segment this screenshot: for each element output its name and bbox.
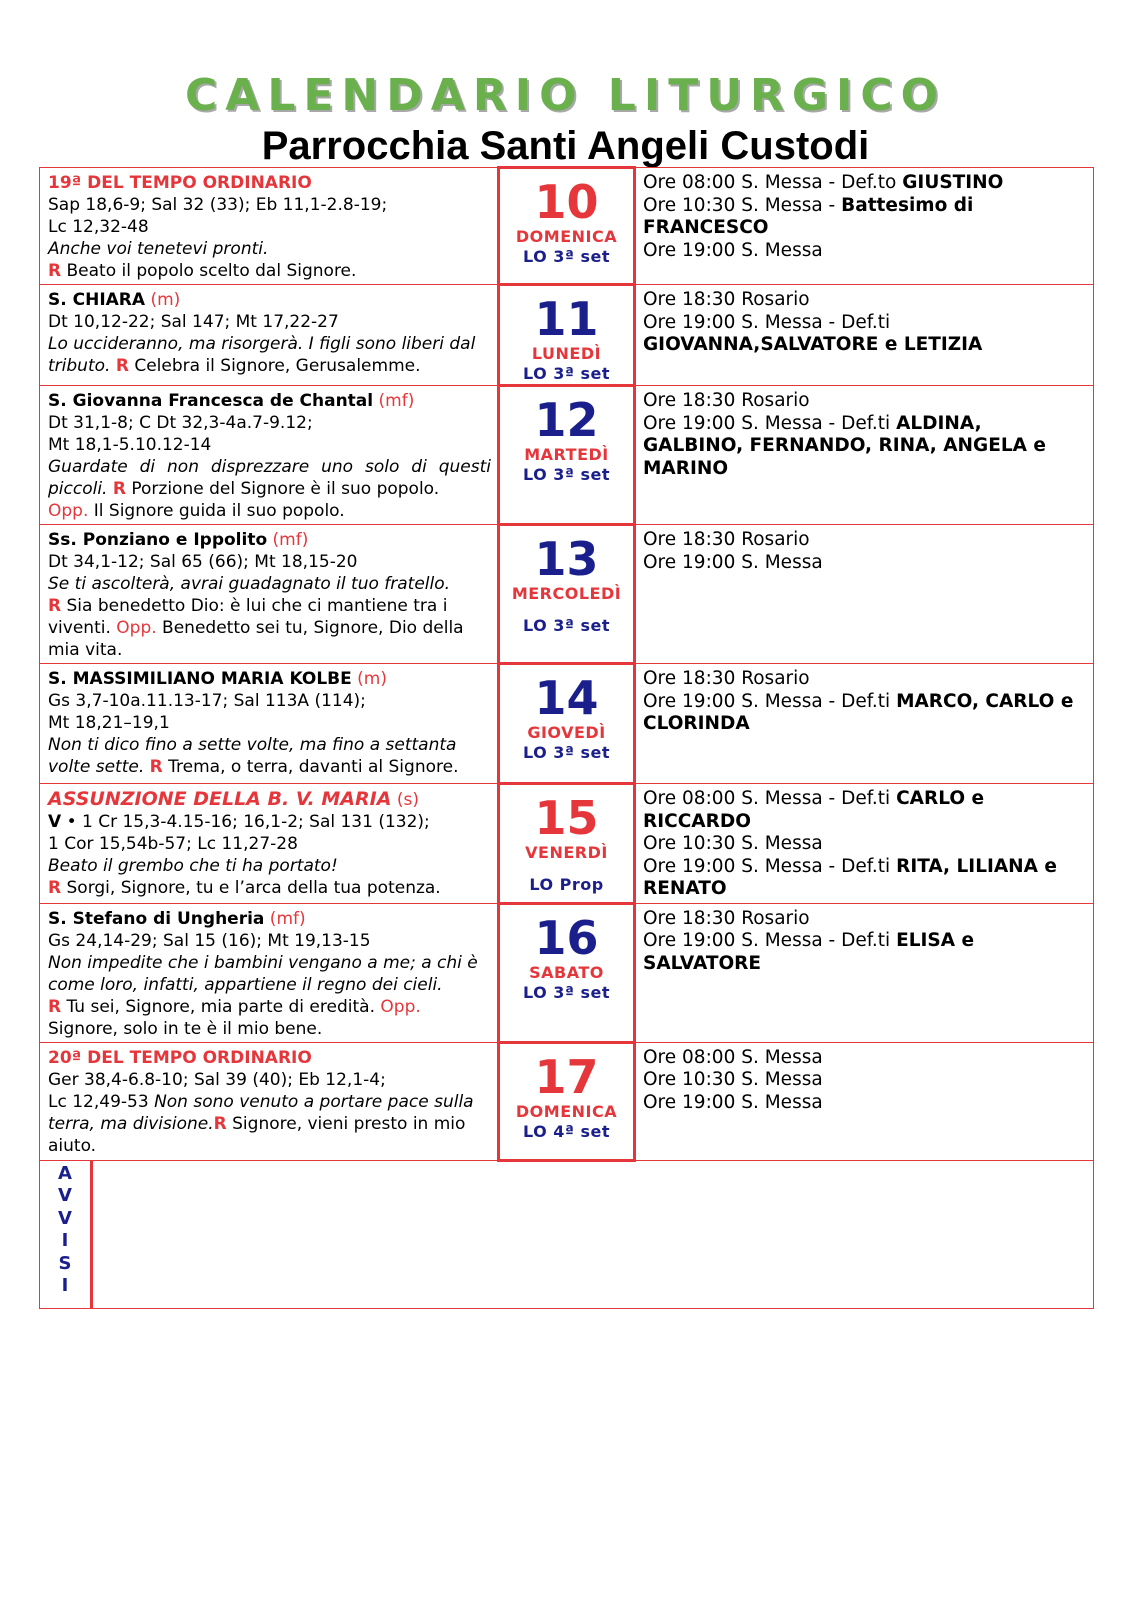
alternative-response: Signore, solo in te è il mio bene. bbox=[48, 1018, 323, 1039]
antiphon: Non impedite che i bambini vengano a me; a chi è come loro, infatti, appartiene il regno dei cieli. bbox=[48, 952, 478, 995]
schedule-line: Ore 10:30 S. Messa - bbox=[643, 194, 842, 216]
celebration-title: S. Stefano di Ungheria bbox=[48, 908, 265, 929]
schedule-line: Ore 08:00 S. Messa - Def.ti bbox=[643, 788, 897, 809]
psalm-response: Signore, vieni presto in mio aiuto. bbox=[48, 1113, 466, 1156]
readings: • 1 Cr 15,3-4.15-16; 16,1-2; Sal 131 (132); bbox=[61, 812, 430, 832]
liturgy-cell bbox=[40, 285, 499, 386]
schedule-line: Ore 19:00 S. Messa - Def.ti bbox=[643, 690, 897, 712]
readings-cont: Mt 18,21–19,1 bbox=[48, 713, 170, 733]
day-row bbox=[40, 1042, 1094, 1160]
intention-name: MARCO, CARLO e CLORINDA bbox=[643, 690, 1074, 734]
psalm-response: Sorgi, Signore, tu e l’arca della tua potenza. bbox=[61, 878, 441, 898]
antiphon: Anche voi tenetevi pronti. bbox=[48, 239, 269, 259]
day-number: 15 bbox=[534, 791, 599, 845]
readings-cont: Lc 12,32-48 bbox=[48, 217, 149, 237]
celebration-title: 19ª DEL TEMPO ORDINARIO bbox=[48, 173, 312, 193]
day-number: 11 bbox=[534, 292, 599, 346]
liturgy-cell bbox=[40, 903, 499, 1042]
day-number: 12 bbox=[534, 393, 599, 447]
psalm-response: Trema, o terra, davanti al Signore. bbox=[162, 757, 459, 777]
day-row bbox=[40, 903, 1094, 1042]
day-row bbox=[40, 285, 1094, 386]
day-number: 17 bbox=[534, 1049, 599, 1104]
avvisi-row bbox=[40, 1160, 1094, 1308]
weekday-name: GIOVEDÌ bbox=[527, 723, 606, 742]
alternative-response: Benedetto sei tu, Signore, Dio della mia vita. bbox=[48, 618, 464, 660]
readings: Dt 31,1-8; C Dt 32,3-4a.7-9.12; bbox=[48, 413, 313, 433]
day-row bbox=[40, 168, 1094, 285]
intention-name: ELISA e SALVATORE bbox=[643, 930, 975, 974]
avvisi-letter: I bbox=[61, 1275, 69, 1297]
celebration-title: 20ª DEL TEMPO ORDINARIO bbox=[48, 1047, 312, 1068]
avvisi-letter: V bbox=[58, 1185, 72, 1207]
intention-name: GIUSTINO bbox=[902, 172, 1004, 193]
readings: Gs 24,14-29; Sal 15 (16); Mt 19,13-15 bbox=[48, 930, 371, 951]
intention-name: CARLO e RICCARDO bbox=[643, 788, 985, 832]
psalm-response: Beato il popolo scelto dal Signore. bbox=[61, 261, 357, 281]
day-number: 14 bbox=[534, 671, 599, 725]
alternative-response: Il Signore guida il suo popolo. bbox=[88, 501, 345, 521]
schedule-line: Ore 10:30 S. Messa bbox=[643, 833, 823, 854]
antiphon: Se ti ascolterà, avrai guadagnato il tuo fratello. bbox=[48, 574, 451, 594]
liturgy-cell bbox=[40, 525, 499, 664]
weekday-name: DOMENICA bbox=[515, 227, 618, 246]
day-row bbox=[40, 784, 1094, 904]
antiphon: Non ti dico fino a sette volte, ma fino a settanta volte sette. bbox=[48, 735, 457, 777]
avvisi-letter: I bbox=[61, 1230, 69, 1252]
schedule-cell bbox=[635, 386, 1094, 525]
antiphon: Lo uccideranno, ma risorgerà. I figli sono liberi dal tributo. bbox=[48, 334, 476, 376]
schedule-line: Ore 19:00 S. Messa - Def.ti bbox=[643, 855, 897, 877]
liturgy-of-hours: LO 3ª set bbox=[522, 465, 611, 484]
readings: Ger 38,4-6.8-10; Sal 39 (40); Eb 12,1-4; bbox=[48, 1069, 386, 1090]
response-marker: R bbox=[112, 479, 126, 499]
celebration-rank: (s) bbox=[391, 790, 419, 810]
liturgy-of-hours: LO 3ª set bbox=[522, 616, 611, 635]
day-box bbox=[499, 784, 635, 904]
vigil-marker: V bbox=[48, 812, 62, 832]
schedule-line: Ore 19:00 S. Messa - Def.ti bbox=[643, 412, 897, 434]
response-marker: R bbox=[48, 996, 62, 1017]
intention-name: ALDINA, GALBINO, FERNANDO, RINA, ANGELA e MARINO bbox=[643, 412, 1046, 479]
psalm-response: Celebra il Signore, Gerusalemme. bbox=[128, 356, 421, 376]
liturgy-cell bbox=[40, 1042, 499, 1160]
antiphon: Non sono venuto a portare pace sulla terra, ma divisione. bbox=[48, 1091, 474, 1134]
day-box bbox=[499, 386, 635, 525]
liturgy-of-hours: LO 3ª set bbox=[522, 743, 611, 762]
readings: Dt 34,1-12; Sal 65 (66); Mt 18,15-20 bbox=[48, 552, 358, 572]
readings-cont: Mt 18,1-5.10.12-14 bbox=[48, 435, 212, 455]
liturgy-cell bbox=[40, 784, 499, 904]
antiphon: Beato il grembo che ti ha portato! bbox=[48, 856, 338, 876]
weekday-name: MERCOLEDÌ bbox=[511, 584, 622, 603]
weekday-name: VENERDÌ bbox=[525, 843, 608, 862]
parish-name: Parrocchia Santi Angeli Custodi bbox=[261, 124, 870, 168]
response-marker: R bbox=[149, 757, 163, 777]
avvisi-letter: V bbox=[58, 1207, 72, 1229]
response-marker: R bbox=[48, 878, 62, 898]
weekday-name: LUNEDÌ bbox=[531, 344, 602, 363]
schedule-cell bbox=[635, 525, 1094, 664]
liturgy-cell bbox=[40, 386, 499, 525]
schedule-line: Ore 18:30 Rosario bbox=[643, 289, 810, 310]
liturgy-of-hours: LO 3ª set bbox=[522, 364, 611, 383]
schedule-line: Ore 10:30 S. Messa bbox=[643, 1069, 823, 1090]
psalm-response: Sia benedetto Dio: è lui che ci mantiene tra i viventi. bbox=[48, 596, 448, 638]
weekday-name: DOMENICA bbox=[515, 1101, 618, 1121]
day-box bbox=[499, 285, 635, 386]
day-box bbox=[499, 903, 635, 1042]
day-box bbox=[499, 168, 635, 285]
schedule-cell bbox=[635, 903, 1094, 1042]
psalm-response: Porzione del Signore è il suo popolo. bbox=[125, 479, 440, 499]
day-box bbox=[499, 1042, 635, 1160]
day-number: 16 bbox=[534, 910, 599, 965]
schedule-line: Ore 18:30 Rosario bbox=[643, 529, 810, 550]
weekday-name: SABATO bbox=[529, 962, 604, 982]
day-number: 10 bbox=[534, 175, 599, 229]
antiphon: Guardate di non disprezzare uno solo di questi piccoli. bbox=[48, 457, 491, 499]
response-marker: R bbox=[213, 1113, 227, 1134]
avvisi-letter: A bbox=[58, 1162, 72, 1184]
day-row bbox=[40, 386, 1094, 525]
liturgy-cell bbox=[40, 664, 499, 784]
page-title: CALENDARIO LITURGICO bbox=[184, 70, 947, 121]
psalm-response: Tu sei, Signore, mia parte di eredità. bbox=[61, 996, 375, 1017]
schedule-cell bbox=[635, 168, 1094, 285]
schedule-cell bbox=[635, 1042, 1094, 1160]
celebration-rank: (m) bbox=[351, 669, 387, 689]
liturgy-of-hours: LO 3ª set bbox=[522, 982, 611, 1002]
day-box bbox=[499, 664, 635, 784]
celebration-rank: (mf) bbox=[264, 908, 306, 929]
alternative-marker: Opp. bbox=[380, 996, 421, 1017]
schedule-line: Ore 19:00 S. Messa - Def.ti bbox=[643, 930, 897, 951]
schedule-line: Ore 08:00 S. Messa - Def.to bbox=[643, 172, 903, 193]
schedule-line: Ore 08:00 S. Messa bbox=[643, 1046, 823, 1068]
celebration-rank: (mf) bbox=[267, 530, 309, 550]
schedule-line: Ore 18:30 Rosario bbox=[643, 907, 810, 929]
avvisi-content bbox=[92, 1160, 1094, 1308]
readings: Gs 3,7-10a.11.13-17; Sal 113A (114); bbox=[48, 691, 366, 711]
alternative-marker: Opp. bbox=[48, 501, 89, 521]
celebration-title: S. CHIARA bbox=[48, 290, 146, 310]
liturgy-of-hours: LO 3ª set bbox=[522, 247, 611, 266]
schedule-line: Ore 19:00 S. Messa bbox=[643, 1091, 823, 1113]
celebration-title: S. Giovanna Francesca de Chantal bbox=[48, 391, 374, 411]
schedule-line: Ore 19:00 S. Messa bbox=[643, 239, 823, 261]
readings: Dt 10,12-22; Sal 147; Mt 17,22-27 bbox=[48, 312, 339, 332]
celebration-rank: (mf) bbox=[373, 391, 415, 411]
schedule-line: Ore 18:30 Rosario bbox=[643, 390, 810, 411]
celebration-title: S. MASSIMILIANO MARIA KOLBE bbox=[48, 669, 352, 689]
celebration-title: ASSUNZIONE DELLA B. V. MARIA bbox=[48, 788, 392, 810]
intention-name: RITA, LILIANA e RENATO bbox=[643, 855, 1057, 899]
alternative-marker: Opp. bbox=[116, 618, 157, 638]
liturgical-calendar-table bbox=[39, 166, 1094, 1309]
liturgy-of-hours: LO 4ª set bbox=[522, 1121, 611, 1141]
schedule-line: Ore 19:00 S. Messa - Def.ti bbox=[643, 311, 891, 333]
liturgy-cell bbox=[40, 168, 499, 285]
readings: Sap 18,6-9; Sal 32 (33); Eb 11,1-2.8-19; bbox=[48, 195, 388, 215]
avvisi-letter: S bbox=[58, 1252, 72, 1274]
readings-cont: 1 Cor 15,54b-57; Lc 11,27-28 bbox=[48, 834, 298, 854]
readings-cont: Lc 12,49-53 bbox=[48, 1091, 155, 1112]
day-number: 13 bbox=[534, 532, 599, 586]
celebration-title: Ss. Ponziano e Ippolito bbox=[48, 530, 268, 550]
schedule-cell bbox=[635, 664, 1094, 784]
intention-name: Battesimo di FRANCESCO bbox=[643, 194, 974, 238]
response-marker: R bbox=[48, 596, 62, 616]
day-row bbox=[40, 664, 1094, 784]
intention-name: GIOVANNA,SALVATORE e LETIZIA bbox=[643, 334, 983, 355]
response-marker: R bbox=[48, 261, 62, 281]
weekday-name: MARTEDÌ bbox=[524, 445, 609, 464]
schedule-line: Ore 19:00 S. Messa bbox=[643, 551, 823, 573]
schedule-cell bbox=[635, 285, 1094, 386]
day-box bbox=[499, 525, 635, 664]
avvisi-label bbox=[40, 1160, 92, 1308]
liturgy-of-hours: LO Prop bbox=[529, 875, 604, 894]
day-row bbox=[40, 525, 1094, 664]
schedule-cell bbox=[635, 784, 1094, 904]
celebration-rank: (m) bbox=[145, 290, 181, 310]
response-marker: R bbox=[115, 356, 129, 376]
schedule-line: Ore 18:30 Rosario bbox=[643, 668, 810, 689]
